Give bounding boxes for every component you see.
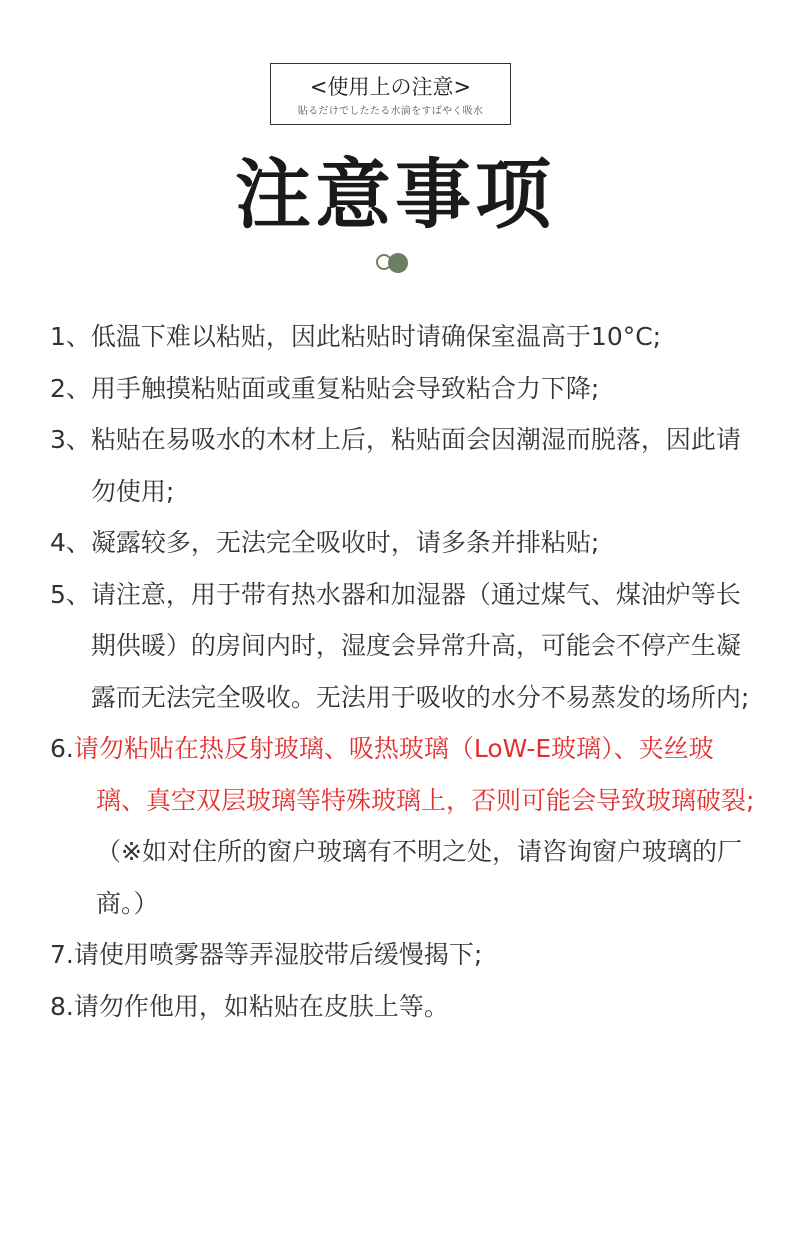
note-item-1 bbox=[50, 311, 762, 363]
note-text: 低温下难以粘贴，因此粘贴时请确保室温高于10°C; bbox=[90, 322, 662, 351]
note-number: 2、 bbox=[50, 373, 91, 403]
note-number: 5、 bbox=[50, 579, 91, 609]
header-subtitle: 貼るだけでしたたる水滴をすばやく吸水 bbox=[297, 106, 484, 117]
header-title: <使用上の注意> bbox=[309, 75, 472, 99]
note-item-4 bbox=[50, 517, 762, 569]
note-item-2 bbox=[50, 363, 762, 415]
decorative-dots-icon bbox=[376, 253, 410, 273]
note-number: 7. bbox=[50, 940, 74, 969]
filled-circle-icon bbox=[388, 253, 408, 273]
note-text: 用手触摸粘贴面或重复粘贴会导致粘合力下降; bbox=[90, 373, 600, 403]
note-text: 请注意，用于带有热水器和加湿器（通过煤气、煤油炉等长期供暖）的房间内时，湿度会异常升高，可能会不停产生凝露而无法完全吸收。无法用于吸收的水分不易蒸发的场所内; bbox=[90, 579, 750, 712]
note-text bbox=[50, 723, 762, 929]
note-item-3 bbox=[50, 414, 762, 517]
header-box bbox=[270, 63, 511, 125]
warning-text: 请勿粘贴在热反射玻璃、吸热玻璃（LoW-E玻璃）、夹丝玻璃、真空双层玻璃等特殊玻璃上，否则可能会导致玻璃破裂; bbox=[73, 734, 755, 815]
note-number: 4、 bbox=[50, 528, 91, 557]
note-remark: （※如对住所的窗户玻璃有不明之处，请咨询窗户玻璃的厂商。） bbox=[96, 837, 742, 918]
note-text: 请勿作他用，如粘贴在皮肤上等。 bbox=[73, 991, 449, 1021]
note-item-8 bbox=[50, 981, 762, 1033]
note-item-6 bbox=[50, 723, 762, 929]
note-number: 6. bbox=[50, 734, 74, 763]
note-number: 3、 bbox=[50, 425, 91, 454]
note-number: 1、 bbox=[50, 322, 91, 351]
note-text: 粘贴在易吸水的木材上后，粘贴面会因潮湿而脱落，因此请勿使用; bbox=[90, 425, 741, 506]
notes-list bbox=[50, 311, 762, 1032]
note-text: 请使用喷雾器等弄湿胶带后缓慢揭下; bbox=[73, 940, 483, 969]
note-text: 凝露较多，无法完全吸收时，请多条并排粘贴; bbox=[90, 528, 600, 557]
note-item-5 bbox=[50, 569, 762, 724]
note-item-7 bbox=[50, 929, 762, 981]
note-number: 8. bbox=[50, 991, 74, 1021]
page-title: 注意事项 bbox=[235, 150, 555, 239]
